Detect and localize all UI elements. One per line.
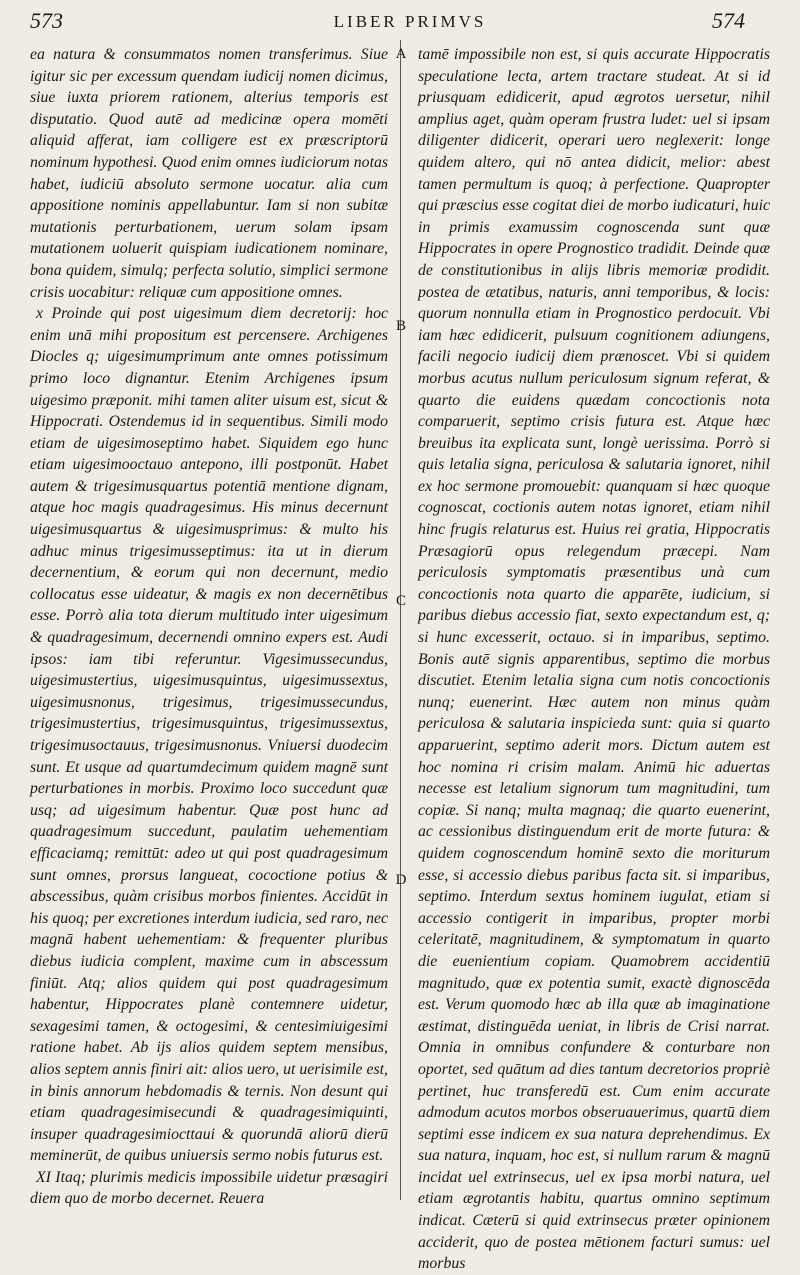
margin-letter-b: B	[395, 318, 406, 334]
right-page-number: 574	[712, 8, 745, 33]
right-text-column	[418, 44, 770, 1273]
left-page-number: 573	[30, 8, 63, 33]
paragraph-section-xi: XI Itaq; plurimis medicis impossibile uidetur præsagiri diem quo de morbo decernet. Reuera	[30, 1168, 388, 1208]
margin-letter-a: A	[395, 46, 407, 62]
paragraph-continuation: ea natura & consummatos nomen transferimus. Siue igitur sic per excessum quendam iudicij nomen dicimus, siue iuxta priorem rationem, alterius temporis est disputatio. Quod autē ad medicinæ opera momēti aliquid afferat, iam colligere est ex præscriptorū nominum hypothesi. Quod enim omnes iudiciorum notas habet, iudiciū absoluto sermone uocatur. alia cum appositione nominis appellabuntur. Iam si non subitæ mutationis perturbationem, uerum solam ipsam mutationem uoluerit quispiam iudicationem nominare, bona quidem, simulq; perfecta solutio, simplici sermone crisis uocabitur: reliquæ cum appositione omnes.	[30, 46, 388, 301]
margin-letter-c: C	[395, 593, 406, 609]
page-header	[0, 0, 800, 40]
running-title: LIBER PRIMVS	[333, 12, 487, 31]
column-divider	[400, 40, 401, 1200]
left-text-column	[30, 44, 388, 1208]
paragraph-continuation-right: tamē impossibile non est, si quis accurate Hippocratis speculatione lecta, artem tractare studeat. At si id priusquam edidicerit, apud ægrotos uersetur, nihil amplius aget, quàm operam frustra ludet: uel si ipsam diligenter didicerit, operari uero neglexerit: longe quidem altero, qui nō antea didicit, melior: abest tamen permultum is quoq; à perfectione. Quapropter qui præscius esse cogitat diei de morbo iudicaturi, huic in primis examussim cognoscenda sunt quæ Hippocrates in opere Prognostico tradidit. Deinde quæ de constitutionibus in alijs libris memoriæ prodidit. postea de ætatibus, naturis, anni temporibus, & locis: quorum nonnulla etiam in Prognostico perdocuit. Vbi iam hæc edidicerit, pulsuum cognitionem adiungens, facili negocio iudicij diem prænoscet. Vbi si quidem morbus acutus nullum periculosum signum referat, & quarto die euidens quædam concoctionis nota comparuerit, septimo crisis futura est. Atque hæc breuibus ita explicata sunt, longè uerissima. Porrò si quis letalia signa, periculosa & salutaria ignoret, nihil ex hoc sermone promouebit: quanquam si hæc quoque cognoscat, coctionis autem notas ignoret, etiam nihil hinc frugis relaturus est. Huius rei gratia, Hippocratis Præsagiorū opus relegendum præcepi. Nam periculosis symptomatis præsentibus unà cum concoctionis nota quarto die apparēte, iudicium, si paribus diebus accessio fiat, sexto expectandum est, q; si hunc excesserit, octauo. si in imparibus, septimo. Bonis autē signis apparentibus, septimo die morbus discutiet. Etenim letalia signa cum notis concoctionis nunq; euenerint. Hæc autem non minus quàm periculosa & salutaria inspicieda sunt: quia si quarto apparuerint, septimo aderit mors. Dictum autem est hoc nomina ri crisim malam. Animū hic aduertas necesse est letalium signorum tum magnitudini, tum copiæ. Si nanq; multa magnaq; die quarto euenerint, ac cessionibus distinguendum erit de morte futura: & quidem cognoscendum hominē sexto die moriturum esse, si accessio diebus paribus facta sit. si imparibus, septimo. Interdum sextus hominem iugulat, etiam si accessio contigerit in imparibus, propter morbi celeritatē, magnitudinem, & symptomatum in quarto die euenientium copiam. Quamobrem accidentiū magnitudo, quæ ex potentia sumit, exactè dignoscēda est. Verum quomodo hæc ab illa quæ ab imaginatione æstimat, distinguēda ueniat, in libris de Crisi narrat. Omnia in omnibus confundere & conturbare non oportet, sed quātum ad dies tantum decretorios propriè pertinet, huc transferedū est. Cum enim accurate admodum acutos morbos obseruauerimus, quartū diem septimi esse indicem ex sua natura deprehendimus. Ex sua natura, inquam, hoc est, si nullum rarum & magnū incidat uel extrinsecus, uel ex ipsa morbi natura, uel etiam ægrotantis habitu, quartus omnino septimum indicat. Cæterū si quid extrinsecus præter opinionem acciderit, quo de postea mētionem facturi sumus: uel morbus	[418, 46, 770, 1273]
paragraph-section-x: x Proinde qui post uigesimum diem decretorij: hoc enim unā mihi propositum est percensere. Archigenes Diocles q; uigesimumprimum ante omnes potissimum primo loco dignantur. Etenim Archigenes ipsum uigesimo præponit. mihi tamen aliter uisum est, sicut & Hippocrati. Ostendemus id in sequentibus. Simili modo etiam de uigesimoseptimo habet. Siquidem ego hunc etiam uigesimooctauo antepono, illi postponūt. Habet autem & trigesimusquartus potentiā mentione dignam, atque hoc magis quadragesimus. His minus decernunt uigesimusquartus & uigesimusprimus: & multo his adhuc minus trigesimusseptimus: ita ut in dierum decernentium, & eorum qui non decernunt, medio collocatus esse uideatur, & magis ex non decernētibus esse. Porrò alia tota dierum multitudo inter uigesimum & quadragesimum, decernendi omnino expers est. Audi ipsos: iam tibi referuntur. Vigesimussecundus, uigesimustertius, uigesimusquintus, uigesimussextus, uigesimusnonus, trigesimus, trigesimussecundus, trigesimustertius, trigesimusquintus, trigesimussextus, trigesimusoctauus, trigesimusnonus. Vniuersi duodecim sunt. Et usque ad quartumdecimum quidem magnē sunt perturbationes in morbis. Proximo loco succedunt quæ usq; ad uigesimum habentur. Quæ post hunc ad quadragesimum succedunt, paulatim uehementiam efficaciamq; remittūt: adeo ut qui post quadragesimum sunt omnes, prorsus langueat, cococtione potius & abscessibus, quàm crisibus morbos finientes. Accidūt in his quoq; per excretiones interdum iudicia, sed raro, nec magnā habent uehementiam: & frequenter pluribus diebus iudicia complent, maxime cum in abscessum finiūt. Atq; alios quidem qui post quadragesimum habentur, Hippocrates planè contemnere uidetur, sexagesimi tamen, & octogesimi, & centesimiuigesimi ratione habet. Ab ijs alios quidem septem mensibus, alios septem annis finiri ait: alios uero, ut uerisimile est, in binis annorum hebdomadis & ternis. Non desunt qui etiam quadragesimisecundi & quadragesimiquinti, insuper quadragesimiocttaui & quorundā aliorū dierū meminerūt, de quibus uniuersis sermo nobis futurus est.	[30, 305, 388, 1165]
margin-letter-d: D	[395, 872, 407, 888]
